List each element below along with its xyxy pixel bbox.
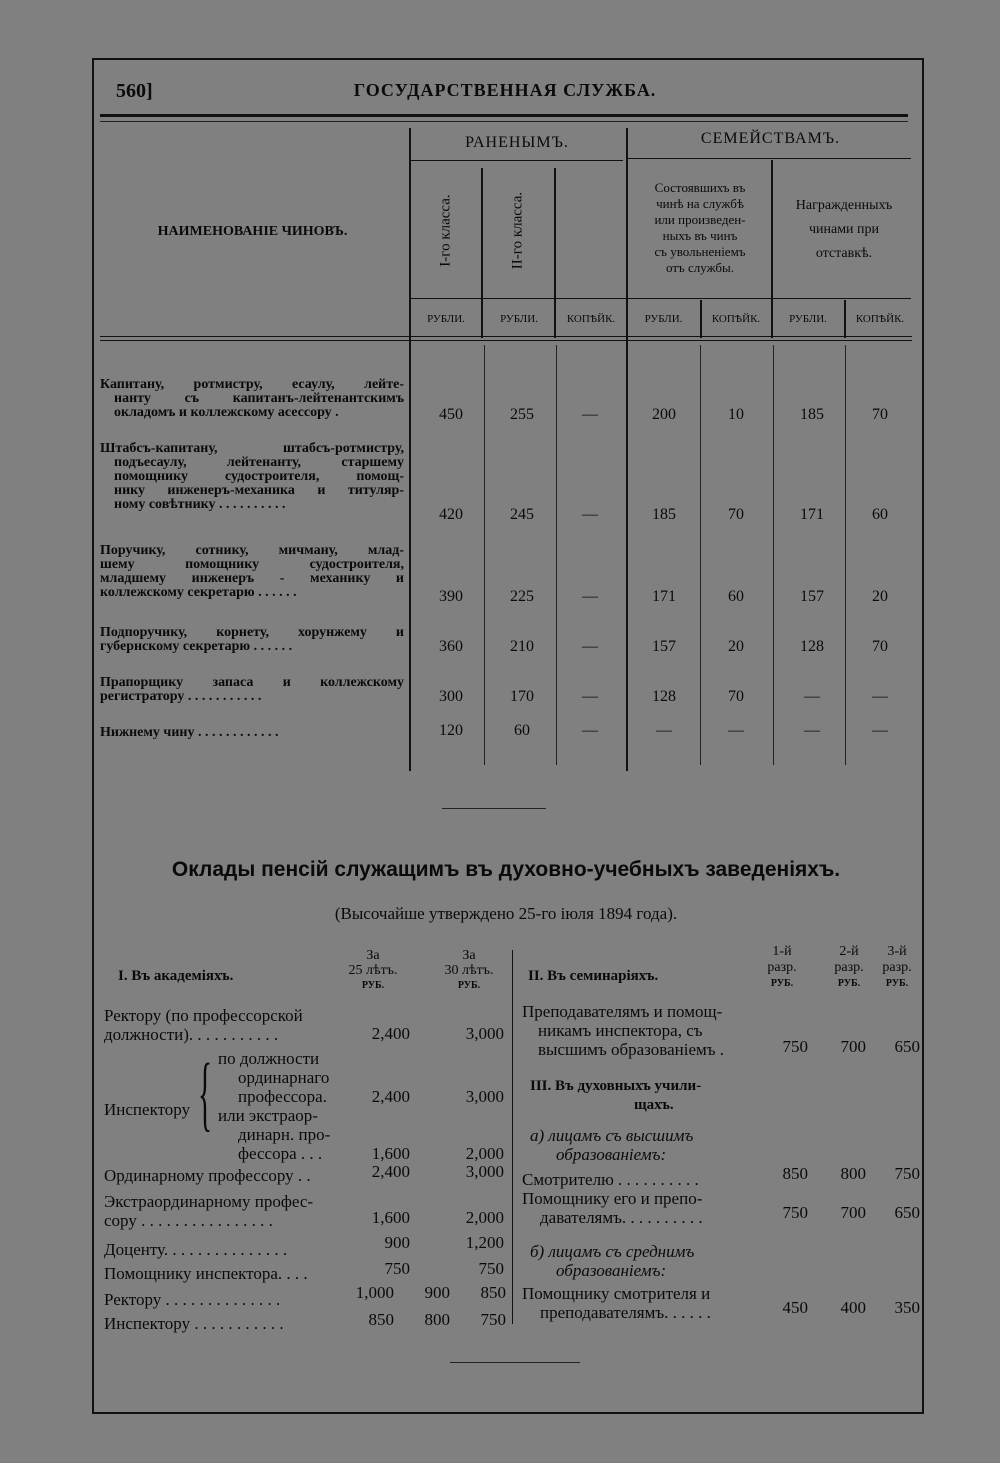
table-cell: 245	[510, 506, 534, 523]
rank-label-line: Капитану, ротмистру, есаулу, лейте-	[100, 377, 404, 392]
group-header-wounded: РАНЕНЫМЪ.	[465, 134, 569, 151]
table-cell: 157	[800, 588, 824, 605]
section-title: Оклады пенсій служащимъ въ духовно-учебныхъ заведеніяхъ.	[171, 858, 841, 881]
header-line: 1-й	[772, 944, 792, 959]
unit-rubles: РУБЛИ.	[427, 313, 465, 325]
row-divider	[100, 340, 912, 341]
table-cell: 200	[652, 406, 676, 423]
header-line: разр.	[767, 960, 797, 975]
value: 2,400	[371, 1024, 410, 1043]
table-cell: —	[804, 688, 820, 705]
value: 900	[384, 1233, 410, 1252]
section-rule	[442, 808, 546, 809]
col-divider	[626, 128, 628, 771]
header-line: 30 лѣтъ.	[444, 963, 494, 978]
brace-icon: {	[198, 1047, 213, 1140]
header-line: съ увольненіемъ	[654, 244, 746, 259]
value: 750	[782, 1203, 808, 1222]
row-label: высшимъ образованіемъ .	[538, 1040, 725, 1059]
rank-label	[100, 726, 404, 740]
col-divider	[845, 345, 846, 765]
row-divider	[627, 158, 911, 159]
row-label: Смотрителю . . . . . . . . . .	[522, 1170, 699, 1189]
inspector-option-b	[218, 1106, 330, 1163]
rank-label-line: Штабсъ-капитану, штабсъ-ротмистру,	[100, 441, 404, 456]
column-divider	[512, 950, 513, 1324]
row-label: Доценту. . . . . . . . . . . . . . .	[104, 1240, 288, 1259]
header-rule-thin	[100, 121, 908, 122]
table-cell: 210	[510, 638, 534, 655]
header-line: ныхъ въ чинъ	[662, 228, 738, 243]
rank-label-line: окладомъ и коллежскому асессору .	[114, 405, 339, 420]
header-line: 2-й	[839, 944, 859, 959]
schools-heading	[530, 1077, 701, 1115]
section-subtitle: (Высочайше утверждено 25-го іюля 1894 года).	[334, 904, 678, 923]
value: 3,000	[465, 1087, 504, 1106]
table-cell: 60	[872, 506, 888, 523]
col-divider	[409, 128, 411, 771]
row-label: фессора . . .	[238, 1144, 323, 1163]
col-header-serving	[630, 180, 770, 276]
table-cell: —	[872, 688, 888, 705]
col-header-awarded	[775, 194, 913, 266]
rank-label	[100, 442, 404, 512]
table-cell: —	[582, 406, 598, 423]
row-label: Помощнику инспектора. . . .	[104, 1264, 308, 1283]
rank-label	[100, 626, 404, 654]
table-cell: —	[582, 688, 598, 705]
value: 1,600	[371, 1144, 410, 1163]
col-header-30	[436, 948, 502, 993]
header-unit: РУБ.	[885, 978, 909, 989]
header-line: 3-й	[887, 944, 907, 959]
value: 900	[424, 1283, 450, 1302]
heading-line: образованіемъ:	[556, 1145, 667, 1164]
heading-line: образованіемъ:	[556, 1261, 667, 1280]
unit-kopecks: КОПѢЙК.	[711, 313, 761, 325]
value: 650	[894, 1037, 920, 1056]
row-label: Ректору (по профессорской	[104, 1006, 303, 1025]
table-cell: —	[656, 722, 672, 739]
row-label: ординарнаго	[238, 1068, 330, 1087]
value: 3,000	[465, 1162, 504, 1181]
value: 1,600	[371, 1208, 410, 1227]
table-cell: 157	[652, 638, 676, 655]
row-label: сору . . . . . . . . . . . . . . . .	[104, 1211, 273, 1230]
value: 650	[894, 1203, 920, 1222]
row-extra-prof	[104, 1192, 313, 1230]
heading-line: а) лицамъ съ высшимъ	[530, 1126, 694, 1145]
rank-label-line: губернскому секретарю . . . . . .	[100, 639, 293, 654]
value: 850	[782, 1164, 808, 1183]
row-label: Инспектору	[104, 1100, 191, 1119]
rank-label-line: коллежскому секретарю . . . . . .	[100, 585, 297, 600]
unit-rubles: РУБЛИ.	[644, 313, 683, 325]
header-line: разр.	[834, 960, 864, 975]
header-line: чинѣ на службѣ	[656, 196, 744, 211]
header-line: Награжденныхъ	[795, 198, 893, 213]
end-rule	[450, 1362, 580, 1363]
value: 750	[782, 1037, 808, 1056]
row-label: должности). . . . . . . . . . .	[104, 1025, 279, 1044]
value: 750	[478, 1259, 504, 1278]
value: 700	[840, 1203, 866, 1222]
table-cell: 450	[439, 406, 463, 423]
value: 2,400	[371, 1087, 410, 1106]
col-header-grade3	[872, 944, 922, 992]
header-line: За	[462, 948, 476, 963]
header-unit: РУБ.	[361, 980, 385, 991]
header-line: 25 лѣтъ.	[348, 963, 398, 978]
header-line: чинами при	[808, 222, 880, 237]
value: 1,200	[465, 1233, 504, 1252]
rank-label-line: ному совѣтнику . . . . . . . . . .	[114, 497, 286, 512]
table-cell: 185	[652, 506, 676, 523]
rank-label-line: регистратору . . . . . . . . . . .	[100, 689, 262, 704]
unit-rubles: РУБЛИ.	[789, 313, 827, 325]
header-line: или произведен-	[654, 212, 746, 227]
value: 800	[424, 1310, 450, 1329]
academies-heading: I. Въ академіяхъ.	[118, 968, 234, 984]
table-cell: —	[582, 638, 598, 655]
heading-line: III. Въ духовныхъ учили-	[530, 1078, 702, 1094]
row-label: или экстраор-	[218, 1106, 318, 1125]
heading-line: б) лицамъ съ среднимъ	[530, 1242, 695, 1261]
row-rector-prof	[104, 1006, 303, 1044]
rank-label-line: Нижнему чину . . . . . . . . . . . .	[100, 725, 279, 740]
table-cell: 70	[728, 506, 744, 523]
rank-label-line: подъесаулу, лейтенанту, старшему	[114, 455, 404, 470]
table-cell: 225	[510, 588, 534, 605]
table-cell: 70	[728, 688, 744, 705]
col-divider	[700, 345, 701, 765]
value: 450	[782, 1298, 808, 1317]
col-divider	[773, 345, 774, 765]
table-cell: 60	[514, 722, 530, 739]
value: 1,000	[355, 1283, 394, 1302]
col-header-grade1	[754, 944, 810, 992]
header-line: отставкѣ.	[815, 246, 873, 261]
header-rule	[100, 114, 908, 117]
table-cell: —	[728, 722, 744, 739]
col-divider	[771, 160, 773, 338]
unit-kopecks: КОПѢЙК.	[855, 313, 905, 325]
table-cell: 171	[652, 588, 676, 605]
rank-label-line: младшему инженеръ - механику и	[100, 571, 404, 586]
table-cell: 255	[510, 406, 534, 423]
table-cell: 171	[800, 506, 824, 523]
rank-label-line: Прапорщику запаса и коллежскому	[100, 675, 404, 690]
col-header-25	[342, 948, 404, 993]
heading-line: щахъ.	[634, 1097, 674, 1113]
row-divider	[409, 298, 911, 299]
table-cell: 20	[872, 588, 888, 605]
col-header-grade2	[824, 944, 874, 992]
table-cell: —	[582, 506, 598, 523]
rank-label-line: Поручику, сотнику, мичману, млад-	[100, 543, 404, 558]
table-cell: 128	[652, 688, 676, 705]
table-cell: 70	[872, 406, 888, 423]
value: 400	[840, 1298, 866, 1317]
row-label: Инспектору . . . . . . . . . . .	[104, 1314, 284, 1333]
rank-label-line: шему помощнику судостроителя,	[100, 557, 404, 572]
table-cell: —	[582, 588, 598, 605]
row-label: Экстраординарному профес-	[104, 1192, 314, 1211]
col-header-class2: II-го класса.	[509, 191, 526, 270]
row-label: Ректору . . . . . . . . . . . . . .	[104, 1290, 281, 1309]
rank-label	[100, 544, 404, 600]
value: 800	[840, 1164, 866, 1183]
table-cell: 185	[800, 406, 824, 423]
running-title: ГОСУДАРСТВЕННАЯ СЛУЖБА.	[353, 80, 657, 100]
header-unit: РУБ.	[770, 978, 794, 989]
page-number: 560]	[116, 80, 153, 102]
table-cell: —	[582, 722, 598, 739]
row-label: давателямъ. . . . . . . . . .	[540, 1208, 703, 1227]
value: 2,000	[465, 1208, 504, 1227]
value: 750	[894, 1164, 920, 1183]
value: 350	[894, 1298, 920, 1317]
subheading-higher	[530, 1126, 693, 1164]
table-cell: 390	[439, 588, 463, 605]
value: 700	[840, 1037, 866, 1056]
rank-label	[100, 676, 404, 704]
col-divider	[556, 345, 557, 765]
row-divider	[100, 336, 912, 337]
row-label: преподавателямъ. . . . . .	[540, 1303, 711, 1322]
value: 850	[480, 1283, 506, 1302]
row-label: профессора.	[238, 1087, 327, 1106]
group-header-families: СЕМЕЙСТВАМЪ.	[700, 130, 841, 147]
unit-rubles: РУБЛИ.	[500, 313, 538, 325]
value: 3,000	[465, 1024, 504, 1043]
rank-label	[100, 378, 404, 420]
table-cell: 170	[510, 688, 534, 705]
header-line: разр.	[882, 960, 912, 975]
table-cell: —	[804, 722, 820, 739]
table-cell: —	[872, 722, 888, 739]
inspector-option-a	[218, 1049, 329, 1106]
row-asst-teachers	[522, 1189, 703, 1227]
value: 2,400	[371, 1162, 410, 1181]
table-cell: 10	[728, 406, 744, 423]
col-divider	[484, 345, 485, 765]
col-header-ranks: НАИМЕНОВАНІЕ ЧИНОВЪ.	[157, 224, 348, 239]
rank-label-line: нику инженеръ-механика и титуляр-	[114, 483, 404, 498]
value: 2,000	[465, 1144, 504, 1163]
row-label: Помощнику его и препо-	[522, 1189, 703, 1208]
table-cell: 300	[439, 688, 463, 705]
rank-label-line: нанту съ капитанъ-лейтенантскимъ	[114, 391, 404, 406]
value: 750	[384, 1259, 410, 1278]
row-label: Преподавателямъ и помощ-	[522, 1002, 723, 1021]
row-label: никамъ инспектора, съ	[538, 1021, 703, 1040]
value: 750	[480, 1310, 506, 1329]
subheading-secondary	[530, 1242, 694, 1280]
unit-kopecks: КОПѢЙК.	[566, 313, 616, 325]
row-teachers	[522, 1002, 724, 1059]
rank-label-line: Подпоручику, корнету, хорунжему и	[100, 625, 404, 640]
header-unit: РУБ.	[457, 980, 481, 991]
table-cell: 60	[728, 588, 744, 605]
header-unit: РУБ.	[837, 978, 861, 989]
table-cell: 20	[728, 638, 744, 655]
table-cell: 360	[439, 638, 463, 655]
table-cell: 128	[800, 638, 824, 655]
row-label: Ординарному профессору . .	[104, 1166, 311, 1185]
seminaries-heading: II. Въ семинаріяхъ.	[528, 968, 659, 984]
header-line: За	[366, 948, 380, 963]
table-cell: 120	[439, 722, 463, 739]
header-line: отъ службы.	[666, 260, 734, 275]
rank-label-line: помощнику судостроителя, помощ-	[114, 469, 404, 484]
header-line: Состоявшихъ въ	[654, 180, 746, 195]
row-label: динарн. про-	[238, 1125, 331, 1144]
row-label: по должности	[218, 1049, 320, 1068]
col-header-class1: I-го класса.	[437, 194, 454, 267]
table-cell: 420	[439, 506, 463, 523]
row-label: Помощнику смотрителя и	[522, 1284, 711, 1303]
value: 850	[368, 1310, 394, 1329]
table-cell: 70	[872, 638, 888, 655]
row-asst-supervisor	[522, 1284, 711, 1322]
